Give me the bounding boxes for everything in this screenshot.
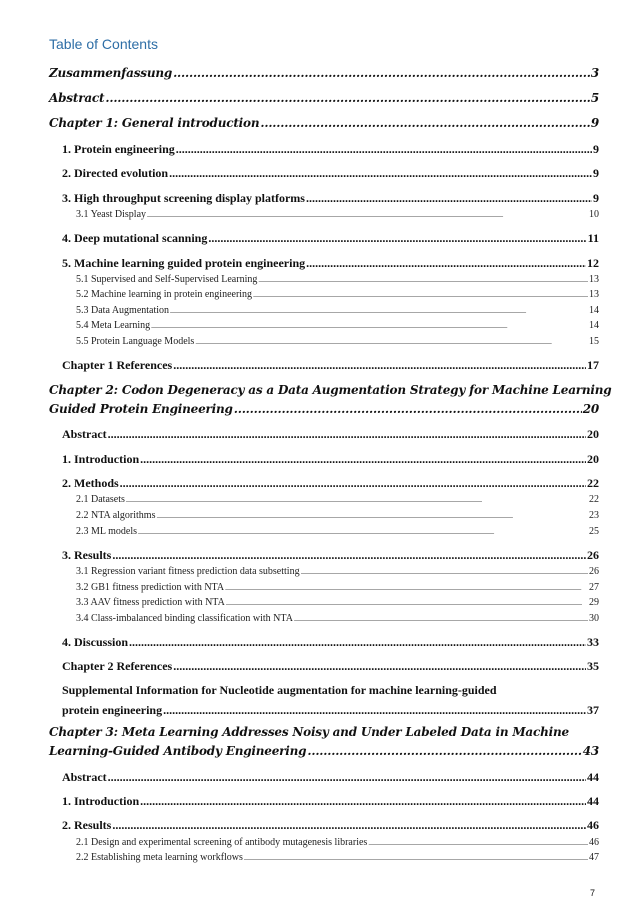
- dot-leader: [253, 293, 588, 299]
- dot-leader: [140, 452, 586, 467]
- toc-entry-data-augmentation[interactable]: [76, 305, 599, 316]
- toc-entry-ch2-discussion[interactable]: [62, 635, 599, 650]
- toc-entry-title: 5.5 Protein Language Models: [76, 336, 195, 347]
- dot-leader: [294, 617, 588, 623]
- toc-entry-title-line-2: protein engineering: [62, 703, 163, 717]
- toc-entry-title: 1. Protein engineering: [62, 142, 175, 156]
- toc-entry-page: 37: [587, 703, 599, 717]
- dot-leader: [244, 856, 588, 862]
- toc-entry-title: 5.3 Data Augmentation: [76, 305, 170, 316]
- toc-entry-page: 46: [589, 837, 599, 848]
- toc-entry-title: 3.1 Regression variant fitness prediction data subsetting: [76, 566, 300, 577]
- toc-entry-page: 20: [587, 427, 599, 441]
- toc-entry-gb1-prediction[interactable]: [76, 582, 599, 593]
- toc-entry-page: 12: [587, 256, 599, 270]
- toc-entry-title-line-2-row: [62, 703, 599, 718]
- dot-leader: [225, 586, 588, 592]
- toc-entry-meta-learning[interactable]: [76, 320, 599, 331]
- toc-entry-title: 3. Results: [62, 548, 112, 562]
- toc-entry-title-line-1: Chapter 3: Meta Learning Addresses Noisy and Under Labeled Data in Machine: [49, 725, 569, 739]
- dot-leader: [258, 278, 588, 284]
- toc-entry-title: 2. Directed evolution: [62, 166, 169, 180]
- toc-entry-title: Abstract: [62, 427, 107, 441]
- toc-entry-title: 4. Deep mutational scanning: [62, 231, 208, 245]
- toc-entry-title: Chapter 1 References: [62, 358, 173, 372]
- toc-entry-ml-models[interactable]: [76, 526, 599, 537]
- toc-entry-title: 4. Discussion: [62, 635, 129, 649]
- toc-entry-zusammenfassung[interactable]: [49, 66, 599, 80]
- toc-entry-page: 22: [587, 476, 599, 490]
- toc-entry-title: 2. Methods: [62, 476, 119, 490]
- toc-entry-chapter-2-references[interactable]: [62, 659, 599, 674]
- toc-entry-page: 47: [589, 852, 599, 863]
- toc-entry-ch2-methods[interactable]: [62, 476, 599, 491]
- toc-entry-page: 22: [589, 494, 599, 505]
- dot-leader: [170, 309, 588, 315]
- toc-entry-page: 9: [590, 116, 599, 130]
- dot-leader: [156, 514, 588, 520]
- dot-leader: [368, 841, 588, 847]
- toc-entry-page: 44: [587, 770, 599, 784]
- toc-entry-page: 15: [589, 336, 599, 347]
- toc-entry-display-platforms[interactable]: [62, 191, 599, 206]
- toc-entry-ch3-results[interactable]: [62, 818, 599, 833]
- toc-entry-title: Zusammenfassung: [49, 66, 173, 80]
- dot-leader: [226, 601, 588, 607]
- dot-leader: [306, 256, 586, 271]
- toc-entry-title-line-2: Learning-Guided Antibody Engineering: [49, 744, 307, 758]
- dot-leader: [120, 476, 586, 491]
- toc-entry-directed-evolution[interactable]: [62, 166, 599, 181]
- dot-leader: [108, 427, 586, 442]
- toc-entry-page: 5: [590, 91, 599, 105]
- toc-entry-title-line-1: Supplemental Information for Nucleotide augmentation for machine learning-guided: [62, 683, 497, 697]
- dot-leader: [140, 794, 586, 809]
- toc-entry-yeast-display[interactable]: [76, 209, 599, 220]
- toc-entry-page: 43: [582, 744, 599, 758]
- toc-entry-title: 2.1 Datasets: [76, 494, 125, 505]
- toc-entry-page: 20: [582, 402, 599, 416]
- toc-entry-page: 44: [587, 794, 599, 808]
- dot-leader: [176, 142, 592, 157]
- toc-heading: Table of Contents: [49, 36, 158, 52]
- dot-leader: [169, 166, 592, 181]
- toc-entry-page: 13: [589, 274, 599, 285]
- toc-entry-ch2-introduction[interactable]: [62, 452, 599, 467]
- toc-entry-title: 2.2 NTA algorithms: [76, 510, 156, 521]
- dot-leader: [234, 402, 582, 416]
- toc-entry-antibody-library-screening[interactable]: [76, 837, 599, 848]
- toc-entry-page: 9: [593, 191, 599, 205]
- dot-leader: [163, 703, 586, 718]
- dot-leader: [112, 818, 586, 833]
- dot-leader: [173, 659, 586, 674]
- toc-entry-supplemental-information[interactable]: [62, 683, 599, 718]
- toc-entry-title: 3.1 Yeast Display: [76, 209, 147, 220]
- toc-entry-page: 35: [587, 659, 599, 673]
- toc-entry-page: 11: [587, 231, 599, 245]
- dot-leader: [306, 191, 592, 206]
- dot-leader: [301, 570, 588, 576]
- toc-entry-title: 5.4 Meta Learning: [76, 320, 151, 331]
- toc-entry-title: 3. High throughput screening display platforms: [62, 191, 305, 205]
- dot-leader: [147, 213, 588, 219]
- dot-leader: [126, 498, 588, 504]
- toc-entry-title: Abstract: [62, 770, 107, 784]
- toc-entry-ml-protein-engineering[interactable]: [62, 256, 599, 271]
- toc-entry-title: Chapter 1: General introduction: [49, 116, 260, 130]
- toc-entry-title: 1. Introduction: [62, 794, 140, 808]
- toc-entry-protein-engineering[interactable]: [62, 142, 599, 157]
- toc-entry-title: 5.1 Supervised and Self-Supervised Learning: [76, 274, 258, 285]
- dot-leader: [112, 548, 586, 563]
- toc-entry-title: 5.2 Machine learning in protein engineering: [76, 289, 253, 300]
- toc-entry-chapter-2[interactable]: [49, 383, 612, 416]
- toc-entry-page: 33: [587, 635, 599, 649]
- toc-entry-ch2-results[interactable]: [62, 548, 599, 563]
- page-number: 7: [590, 888, 596, 898]
- toc-entry-page: 14: [589, 320, 599, 331]
- toc-entry-aav-prediction[interactable]: [76, 597, 599, 608]
- toc-entry-title: 1. Introduction: [62, 452, 140, 466]
- toc-entry-page: 20: [587, 452, 599, 466]
- toc-entry-ch2-abstract[interactable]: [62, 427, 599, 442]
- toc-entry-page: 29: [589, 597, 599, 608]
- toc-entry-deep-mutational-scanning[interactable]: [62, 231, 599, 246]
- dot-leader: [105, 91, 589, 105]
- toc-entry-meta-learning-workflows[interactable]: [76, 852, 599, 863]
- toc-entry-title: 2. Results: [62, 818, 112, 832]
- dot-leader: [173, 358, 586, 373]
- toc-entry-ch3-abstract[interactable]: [62, 770, 599, 785]
- toc-entry-ml-in-protein-engineering[interactable]: [76, 289, 599, 300]
- toc-entry-title: Abstract: [49, 91, 105, 105]
- toc-entry-chapter-1-references[interactable]: [62, 358, 599, 373]
- dot-leader: [108, 770, 586, 785]
- toc-entry-page: 26: [589, 566, 599, 577]
- toc-entry-class-imbalanced[interactable]: [76, 613, 599, 624]
- dot-leader: [173, 66, 590, 80]
- toc-entry-page: 46: [587, 818, 599, 832]
- dot-leader: [138, 530, 588, 536]
- dot-leader: [208, 231, 586, 246]
- toc-entry-title-line-2-row: [49, 744, 599, 758]
- dot-leader: [307, 744, 581, 758]
- toc-entry-chapter-1[interactable]: [49, 116, 599, 130]
- toc-entry-protein-language-models[interactable]: [76, 336, 599, 347]
- toc-entry-ch3-introduction[interactable]: [62, 794, 599, 809]
- toc-entry-page: 14: [589, 305, 599, 316]
- toc-entry-title: 2.3 ML models: [76, 526, 138, 537]
- toc-entry-page: 30: [589, 613, 599, 624]
- toc-entry-title: 2.1 Design and experimental screening of antibody mutagenesis libraries: [76, 837, 368, 848]
- toc-entry-page: 25: [589, 526, 599, 537]
- toc-entry-supervised-learning[interactable]: [76, 274, 599, 285]
- toc-entry-page: 23: [589, 510, 599, 521]
- toc-entry-title: 2.2 Establishing meta learning workflows: [76, 852, 243, 863]
- toc-entry-title-line-1: Chapter 2: Codon Degeneracy as a Data Augmentation Strategy for Machine Learning: [49, 383, 612, 397]
- toc-entry-page: 27: [589, 582, 599, 593]
- toc-entry-chapter-3[interactable]: [49, 725, 599, 758]
- toc-entry-abstract[interactable]: [49, 91, 599, 105]
- toc-entry-page: 9: [593, 166, 599, 180]
- toc-entry-title: 3.2 GB1 fitness prediction with NTA: [76, 582, 225, 593]
- dot-leader: [151, 324, 588, 330]
- dot-leader: [195, 340, 588, 346]
- toc-entry-nta-algorithms[interactable]: [76, 510, 599, 521]
- toc-entry-datasets[interactable]: [76, 494, 599, 505]
- dot-leader: [129, 635, 586, 650]
- toc-entry-title: 5. Machine learning guided protein engineering: [62, 256, 306, 270]
- toc-entry-page: 13: [589, 289, 599, 300]
- toc-entry-title-line-2-row: [49, 402, 599, 416]
- toc-entry-page: 9: [593, 142, 599, 156]
- toc-entry-title: Chapter 2 References: [62, 659, 173, 673]
- toc-entry-page: 10: [589, 209, 599, 220]
- toc-entry-title-line-2: Guided Protein Engineering: [49, 402, 233, 416]
- dot-leader: [260, 116, 589, 130]
- toc-entry-regression-subsetting[interactable]: [76, 566, 599, 577]
- toc-entry-page: 26: [587, 548, 599, 562]
- toc-entry-page: 3: [590, 66, 599, 80]
- toc-entry-page: 17: [587, 358, 599, 372]
- toc-entry-title: 3.4 Class-imbalanced binding classification with NTA: [76, 613, 293, 624]
- toc-entry-title: 3.3 AAV fitness prediction with NTA: [76, 597, 225, 608]
